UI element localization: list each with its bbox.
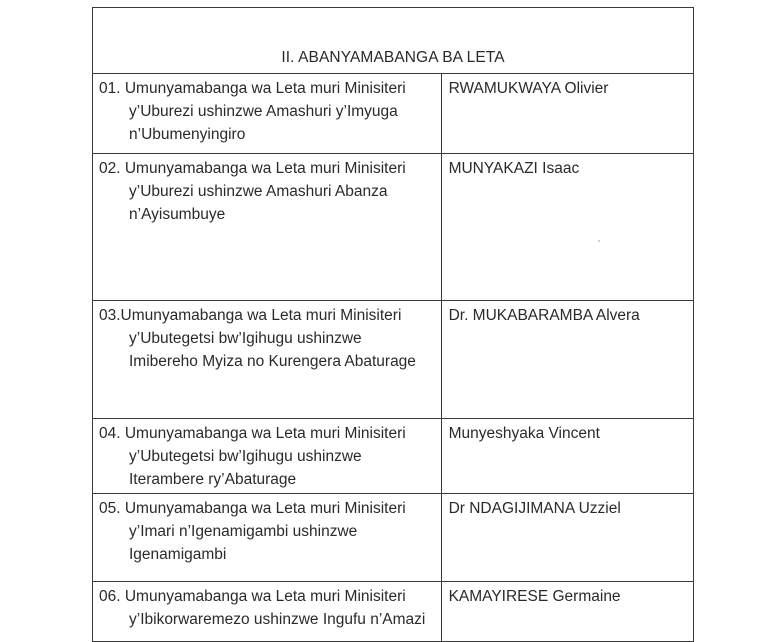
table-row — [93, 419, 694, 494]
position-title-first-line: 01. Umunyamabanga wa Leta muri Minisiteri — [99, 80, 406, 97]
position-title-continuation: y’Ubutegetsi bw’Igihugu ushinzwe Iterambere ry’Abaturage — [129, 448, 362, 488]
table-row — [93, 301, 694, 419]
ministers-of-state-table — [92, 7, 694, 642]
section-title-cell — [93, 8, 694, 74]
position-title-first-line: 02. Umunyamabanga wa Leta muri Minisiteri — [99, 160, 406, 177]
position-cell — [93, 582, 442, 642]
position-title-first-line: 04. Umunyamabanga wa Leta muri Minisiteri — [99, 425, 406, 442]
position-cell — [93, 301, 442, 419]
position-title-first-line: 06. Umunyamabanga wa Leta muri Minisiteri — [99, 588, 406, 605]
person-name: Munyeshyaka Vincent — [441, 419, 693, 494]
position-title-continuation: y’Imari n’Igenamigambi ushinzwe Igenamigambi — [129, 523, 358, 563]
position-title-first-line: 05. Umunyamabanga wa Leta muri Minisiteri — [99, 500, 406, 517]
table-row — [93, 74, 694, 154]
person-name: Dr. MUKABARAMBA Alvera — [441, 301, 693, 419]
person-name: MUNYAKAZI Isaac — [441, 154, 693, 301]
table-row — [93, 494, 694, 582]
person-name: Dr NDAGIJIMANA Uzziel — [441, 494, 693, 582]
table-row — [93, 154, 694, 301]
position-cell — [93, 154, 442, 301]
scan-speck — [598, 240, 600, 242]
position-cell — [93, 494, 442, 582]
position-title-continuation: y’Uburezi ushinzwe Amashuri y’Imyuga n’Ubumenyingiro — [129, 103, 398, 143]
position-cell — [93, 419, 442, 494]
position-title-continuation: y’Uburezi ushinzwe Amashuri Abanza n’Ayisumbuye — [129, 183, 388, 223]
section-title: II. ABANYAMABANGA BA LETA — [281, 49, 505, 66]
person-name: KAMAYIRESE Germaine — [441, 582, 693, 642]
position-cell — [93, 74, 442, 154]
table-row — [93, 582, 694, 642]
position-title-continuation: y’Ubutegetsi bw’Igihugu ushinzwe Imibereho Myiza no Kurengera Abaturage — [129, 330, 416, 370]
person-name: RWAMUKWAYA Olivier — [441, 74, 693, 154]
position-title-first-line: 03.Umunyamabanga wa Leta muri Minisiteri — [99, 307, 402, 324]
table-header-row — [93, 8, 694, 74]
position-title-continuation: y’Ibikorwaremezo ushinzwe Ingufu n’Amazi — [129, 611, 426, 628]
